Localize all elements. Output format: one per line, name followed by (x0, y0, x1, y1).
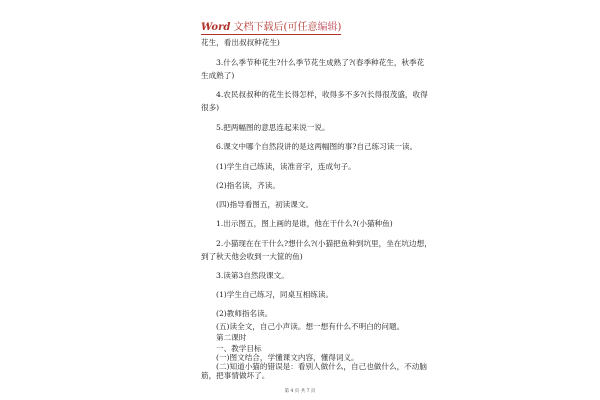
text-line: 生成熟了) (201, 71, 235, 80)
page-footer: 第 4 页 共 7 页 (284, 389, 316, 394)
text-line: 2.小猫现在在干什么?想什么?(小猫把鱼种到坑里，坐在坑边想， (216, 239, 432, 248)
text-line: 6.课文中哪个自然段讲的是这两幅图的事?自己练习读一读。 (216, 142, 418, 151)
header-text: 文档下载后 (230, 22, 284, 33)
text-line: 筋，把事情做坏了。 (201, 371, 270, 380)
text-line: 花生，看出叔叔种花生) (201, 38, 280, 47)
text-line: 4.农民叔叔种的花生长得怎样，收得多不多?(长得很茂盛，收得 (216, 90, 428, 99)
header-paren-open: (可任意 (283, 22, 318, 33)
text-line: 3.什么季节种花生?什么季节花生成熟了?(春季种花生，秋季花 (216, 58, 425, 67)
text-line: (四)指导看图五，初读课文。 (216, 200, 314, 209)
text-line: (二)知道小猫的错误是：看别人做什么，自己也做什么，不动脑 (216, 362, 427, 371)
text-line: 到了秋天他会收到一大筐的鱼) (201, 252, 303, 261)
header-brand: Word (201, 22, 231, 33)
text-line: 很多) (201, 103, 220, 112)
text-line: (五)读全文，自己小声读。想一想有什么不明白的问题。 (216, 322, 405, 331)
text-line: (2)教师指名读。 (216, 309, 273, 318)
text-line: (2)指名读，齐读。 (216, 181, 280, 190)
text-line: (一)图文结合，学懂课文内容，懂得词义。 (216, 353, 359, 362)
text-line: (1)学生自己练习，同桌互相练读。 (216, 290, 334, 299)
section-heading: 一、教学目标 (216, 344, 262, 353)
section-heading: 第二课时 (216, 333, 247, 342)
header-paren-close: ) (337, 22, 342, 33)
text-line: 5.把两幅图的意思连起来说一说。 (216, 123, 330, 132)
text-line: 1.出示图五，图上画的是谁，他在干什么?(小猫种鱼) (216, 219, 393, 228)
text-line: 3.读第3自然段课文。 (216, 271, 289, 280)
header-highlight: 编辑 (317, 22, 338, 33)
text-line: (1)学生自己练读，读准音字，连成句子。 (216, 162, 356, 171)
